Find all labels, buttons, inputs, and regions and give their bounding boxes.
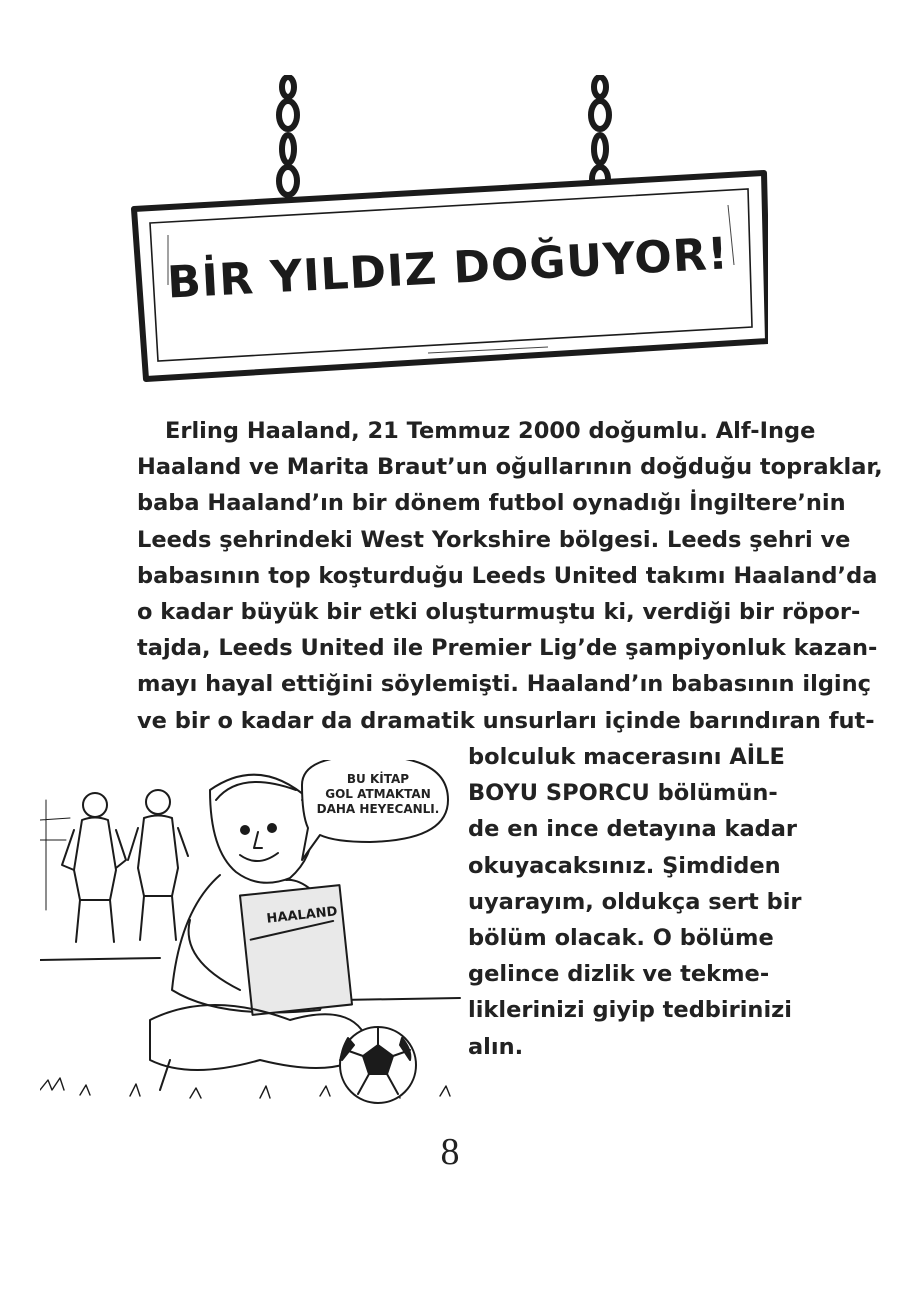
book-cover-title: HAALAND (265, 904, 339, 927)
text-line: tajda, Leeds United ile Premier Lig’de şampiyonluk kazan- (137, 635, 878, 662)
chapter-signboard (128, 165, 768, 385)
speech-bubble-text (312, 772, 444, 817)
page-number: 8 (440, 1131, 460, 1173)
body-paragraph (137, 413, 883, 739)
text-line: okuyacaksınız. Şimdiden (468, 852, 781, 879)
text-line: liklerinizi giyip tedbirinizi (468, 997, 792, 1024)
text-line: Haaland ve Marita Braut’un oğullarının doğduğu topraklar, (137, 454, 883, 481)
text-line: Leeds şehrindeki West Yorkshire bölgesi. Leeds şehri ve (137, 526, 851, 553)
speech-line: GOL ATMAKTAN (325, 787, 431, 801)
text-line: babasının top koşturduğu Leeds United takımı Haaland’da (137, 562, 878, 589)
text-line: baba Haaland’ın bir dönem futbol oynadığı İngiltere’nin (137, 490, 846, 517)
speech-line: DAHA HEYECANLI. (316, 802, 440, 816)
speech-line: BU KİTAP (346, 772, 410, 786)
text-line: de en ince detayına kadar (468, 816, 798, 843)
text-line: o kadar büyük bir etki oluşturmuştu ki, verdiği bir röpor- (137, 599, 861, 626)
haaland-reading-illustration (40, 760, 470, 1120)
text-line: BOYU SPORCU bölümün- (468, 780, 778, 807)
text-line: Erling Haaland, 21 Temmuz 2000 doğumlu. Alf-Inge (165, 418, 816, 444)
text-line: mayı hayal ettiğini söylemişti. Haaland’ın babasının ilginç (137, 671, 871, 698)
chapter-title: BİR YILDIZ DOĞUYOR! (166, 228, 730, 309)
text-line: gelince dizlik ve tekme- (468, 961, 770, 988)
text-line: bölüm olacak. O bölüme (468, 925, 774, 952)
text-line: uyarayım, oldukça sert bir (468, 888, 802, 915)
text-line: bolculuk macerasını AİLE (468, 744, 785, 770)
text-line: ve bir o kadar da dramatik unsurları içinde barındıran fut- (137, 707, 875, 734)
text-line: alın. (468, 1033, 524, 1060)
body-paragraph-side (468, 739, 802, 1065)
